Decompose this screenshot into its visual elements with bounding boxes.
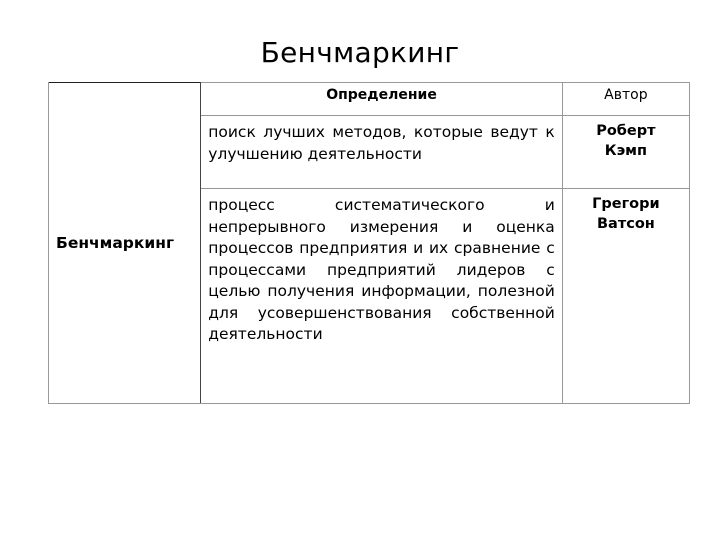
definition-cell: процесс систематического и непрерывного измерения и оценка процессов предприятия и их сравнение с процессами предприятий лидеров с целью получения информации, полезной для усовершенствования собственной деятельности xyxy=(201,189,563,404)
table-header-row xyxy=(49,83,690,116)
definition-cell: поиск лучших методов, которые ведут к улучшению деятельности xyxy=(201,116,563,189)
author-first-name: Роберт xyxy=(596,123,656,139)
header-author: Автор xyxy=(562,83,689,116)
term-cell: Бенчмаркинг xyxy=(49,83,201,404)
slide-title: Бенчмаркинг xyxy=(260,36,460,69)
author-first-name: Грегори xyxy=(592,196,660,212)
header-definition: Определение xyxy=(201,83,563,116)
author-cell xyxy=(562,116,689,189)
benchmarking-table xyxy=(48,82,690,404)
author-last-name: Кэмп xyxy=(604,143,648,159)
author-last-name: Ватсон xyxy=(596,216,655,232)
author-cell xyxy=(562,189,689,404)
